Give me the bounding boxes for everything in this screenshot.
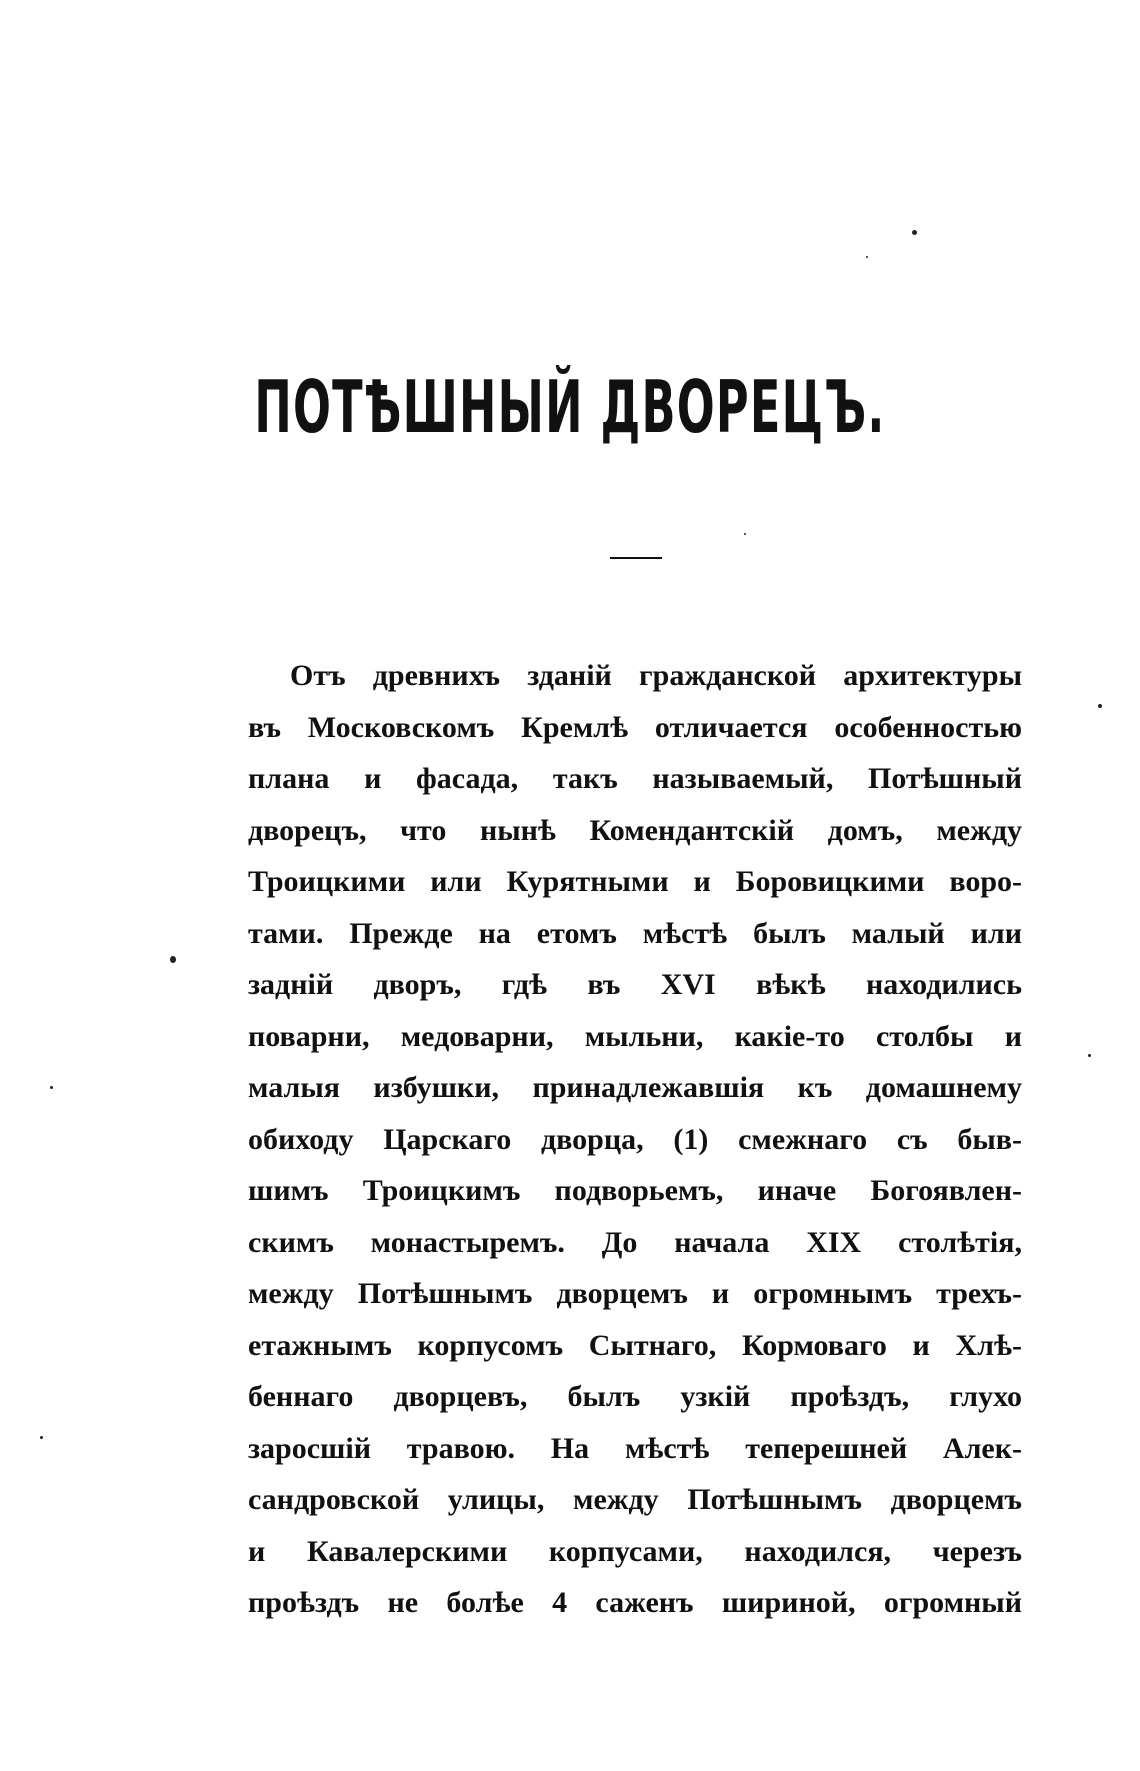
text-line: заросшій травою. На мѣстѣ теперешней Алек- (248, 1431, 1022, 1465)
text-line: етажнымъ корпусомъ Сытнаго, Кормоваго и Хлѣ- (248, 1328, 1022, 1362)
text-line: между Потѣшнымъ дворцемъ и огромнымъ трехъ- (248, 1277, 1022, 1310)
text-line: малыя избушки, принадлежавшія къ домашнему (248, 1071, 1022, 1104)
text-line: поварни, медоварни, мыльни, какіе-то столбы и (248, 1019, 1022, 1053)
text-line: сандровской улицы, между Потѣшнымъ дворцемъ (248, 1483, 1022, 1516)
scan-speck (744, 533, 746, 535)
scan-speck (1098, 704, 1102, 708)
scan-speck (912, 230, 917, 235)
title-divider (610, 557, 662, 559)
text-line: заднiй дворъ, гдѣ въ XVI вѣкѣ находились (248, 968, 1022, 1001)
scan-speck (1088, 1054, 1091, 1057)
text-line: и Кавалерскими корпусами, находился, черезъ (248, 1534, 1022, 1568)
text-line: проѣздъ не болѣе 4 саженъ шириной, огромный (248, 1586, 1022, 1619)
chapter-title: ПОТѢШНЫЙ ДВОРЕЦЪ. (254, 365, 886, 449)
scan-speck (866, 256, 868, 258)
text-line: Отъ древнихъ зданій гражданской архитектуры (290, 659, 1022, 692)
text-line: плана и фасада, такъ называемый, Потѣшный (248, 762, 1022, 795)
text-line: обиходу Царскаго дворца, (1) смежнаго съ быв- (248, 1122, 1022, 1156)
text-line: беннаго дворцевъ, былъ узкій проѣздъ, глухо (248, 1380, 1022, 1413)
scan-speck (50, 1086, 53, 1089)
text-line: Троицкими или Курятными и Боровицкими воро- (248, 865, 1022, 898)
body-paragraph (248, 650, 1022, 1629)
text-line: тами. Прежде на етомъ мѣстѣ былъ малый или (248, 916, 1022, 950)
text-line: скимъ монастыремъ. До начала XIX столѣтія, (248, 1225, 1022, 1259)
scan-speck (170, 956, 176, 963)
scan-speck (40, 1436, 43, 1439)
text-line: дворецъ, что нынѣ Комендантскій домъ, между (248, 813, 1022, 847)
text-line: шимъ Троицкимъ подворьемъ, иначе Богоявлен- (248, 1174, 1022, 1207)
text-line: въ Московскомъ Кремлѣ отличается особенностью (248, 710, 1022, 744)
